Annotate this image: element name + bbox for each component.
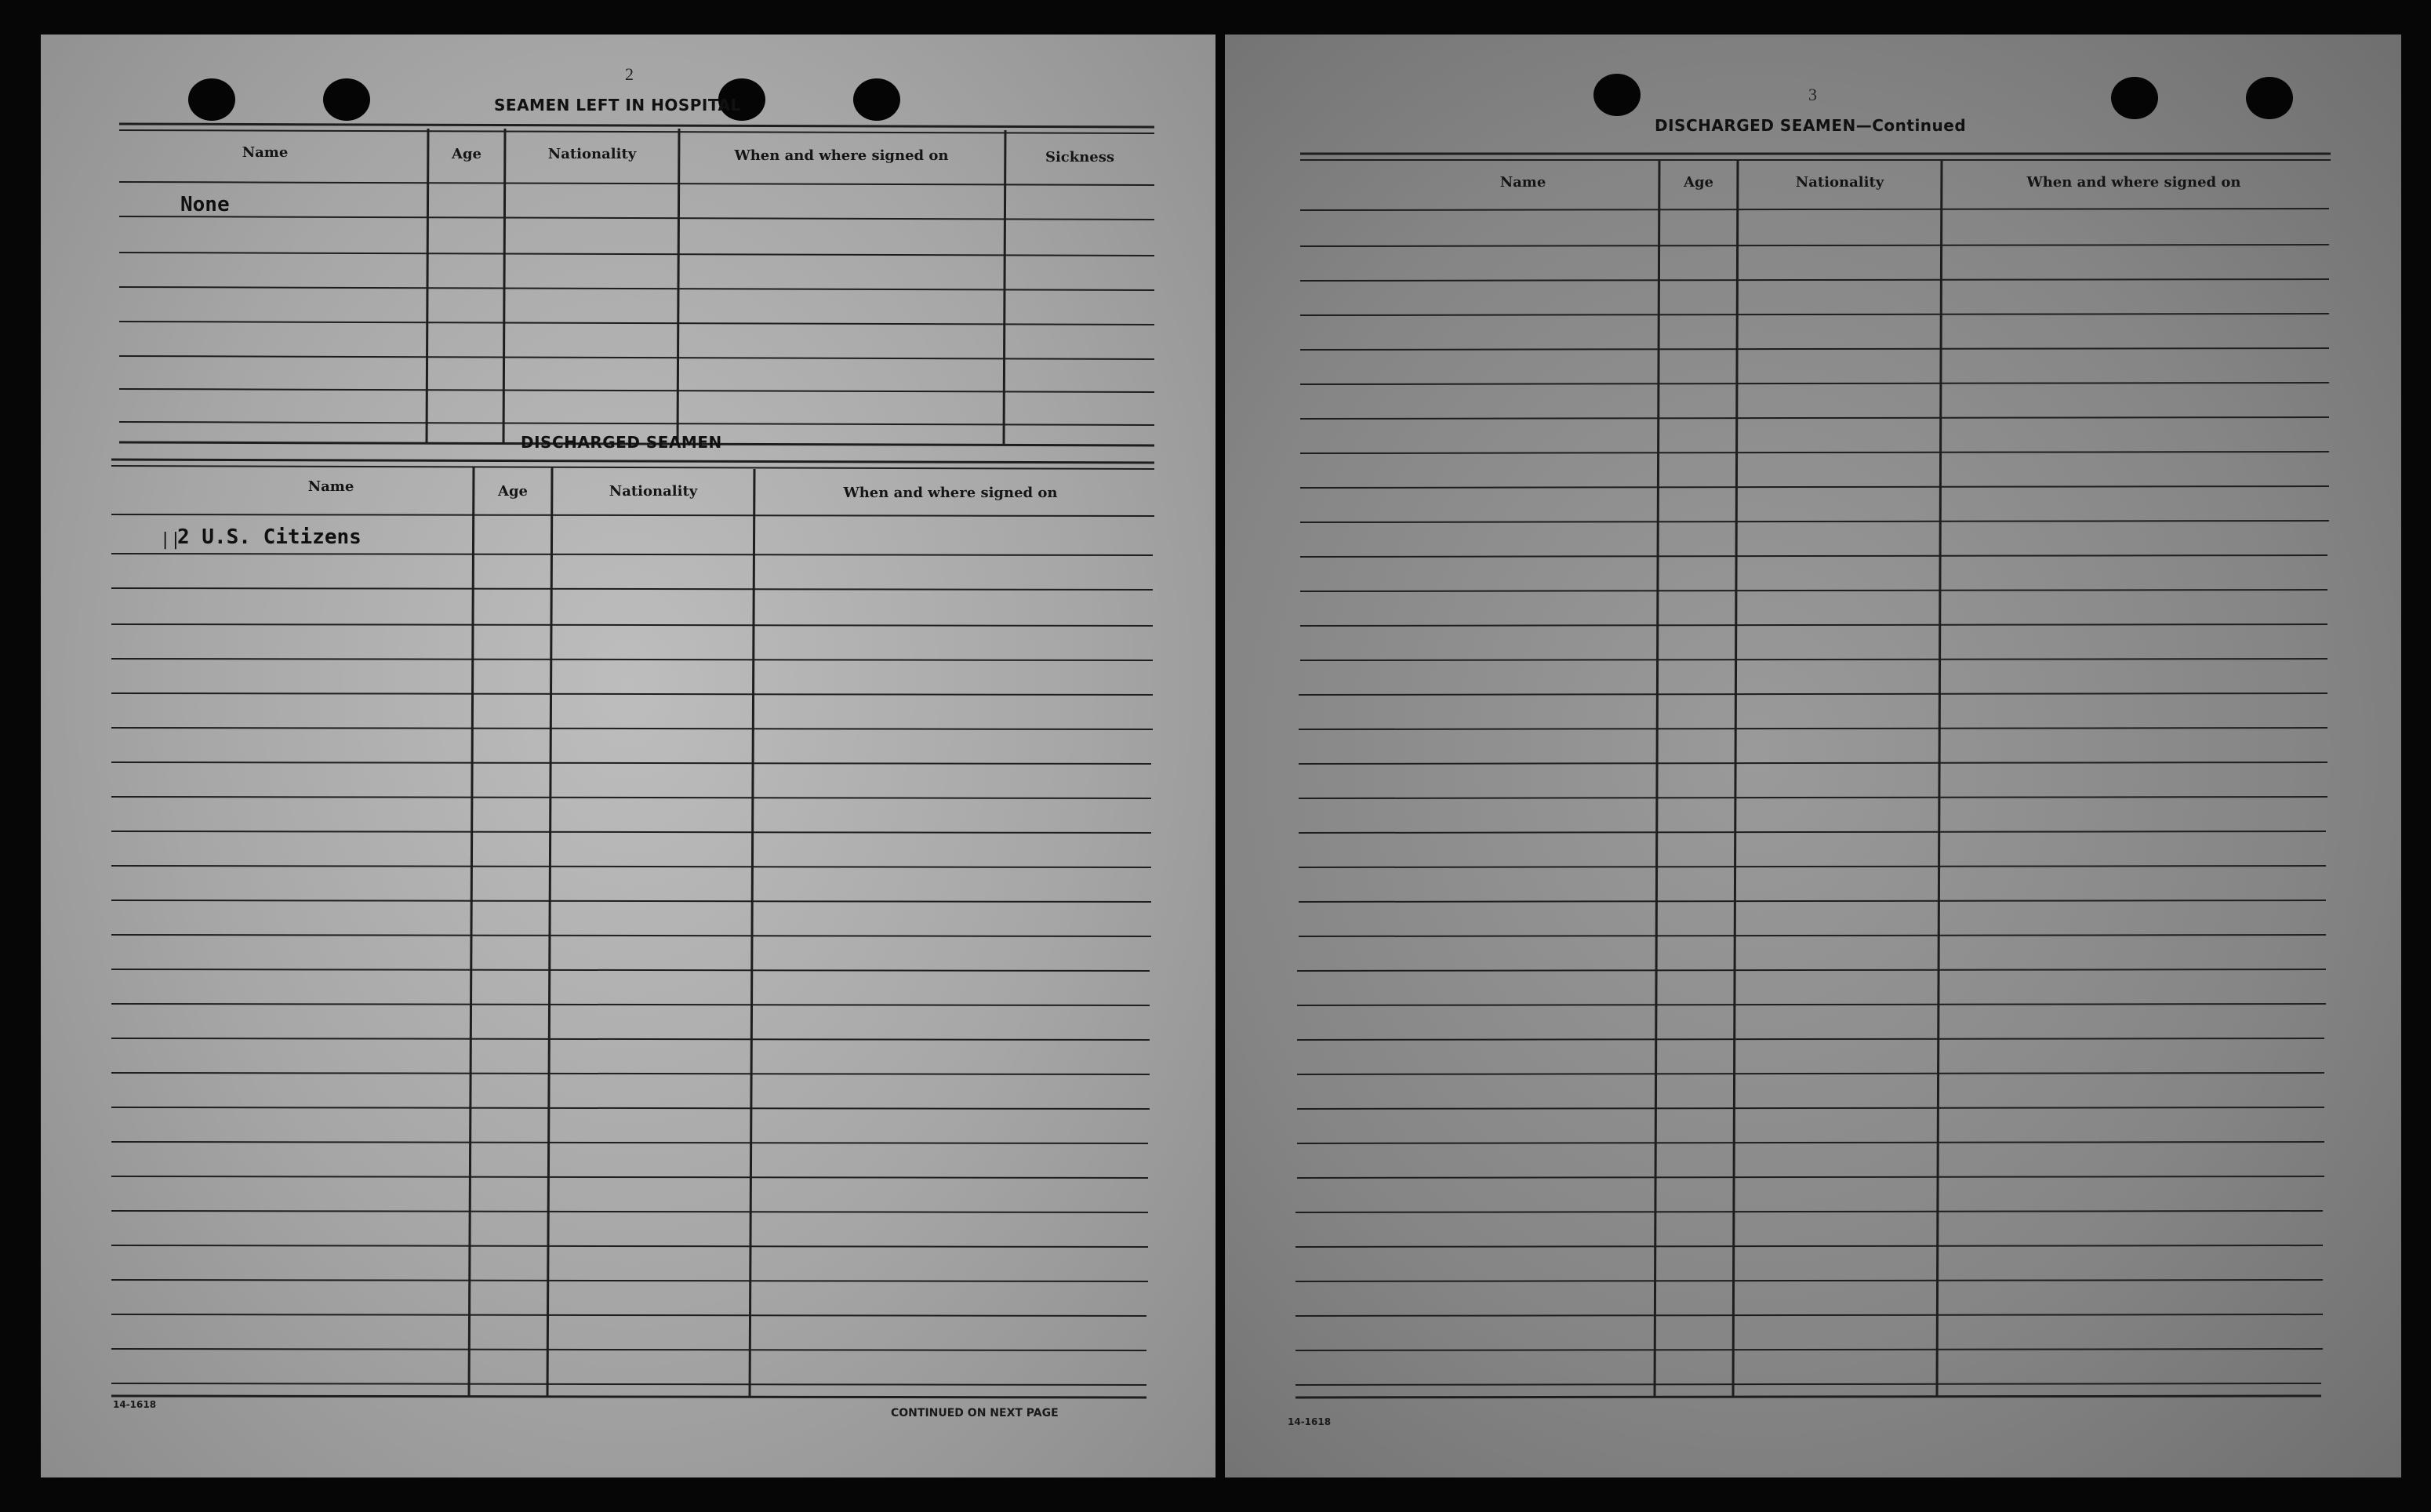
column-header-age: Age [497, 483, 528, 500]
hospital-section-title: SEAMEN LEFT IN HOSPITAL [494, 96, 741, 114]
page-number: 3 [1808, 85, 1817, 104]
continued-table-grid [1225, 35, 2401, 1477]
column-header-when-where-signed-on: When and where signed on [2026, 174, 2241, 191]
column-header-name: Name [242, 144, 289, 161]
continued-section-title: DISCHARGED SEAMEN—Continued [1655, 116, 1967, 135]
column-header-age: Age [451, 146, 481, 162]
continued-note: CONTINUED ON NEXT PAGE [891, 1407, 1059, 1419]
discharged-entry: 2 U.S. Citizens [177, 525, 362, 549]
tally-mark: || [160, 530, 181, 550]
left-page [41, 35, 1216, 1477]
column-header-nationality: Nationality [609, 483, 698, 500]
column-header-age: Age [1683, 174, 1713, 191]
discharged-table-grid [41, 35, 1216, 1477]
column-header-nationality: Nationality [547, 146, 637, 162]
column-header-name: Name [1499, 174, 1546, 191]
column-header-nationality: Nationality [1795, 174, 1884, 191]
page-number: 2 [625, 64, 634, 84]
form-number: 14-1618 [1288, 1416, 1332, 1427]
column-header-name: Name [307, 478, 354, 495]
hospital-entry: None [180, 193, 230, 216]
column-header-when-where-signed-on: When and where signed on [734, 147, 949, 164]
form-number: 14-1618 [113, 1399, 157, 1410]
column-header-sickness: Sickness [1045, 149, 1115, 165]
discharged-section-title: DISCHARGED SEAMEN [521, 433, 722, 452]
right-page [1225, 35, 2401, 1477]
column-header-when-where-signed-on: When and where signed on [843, 485, 1058, 501]
